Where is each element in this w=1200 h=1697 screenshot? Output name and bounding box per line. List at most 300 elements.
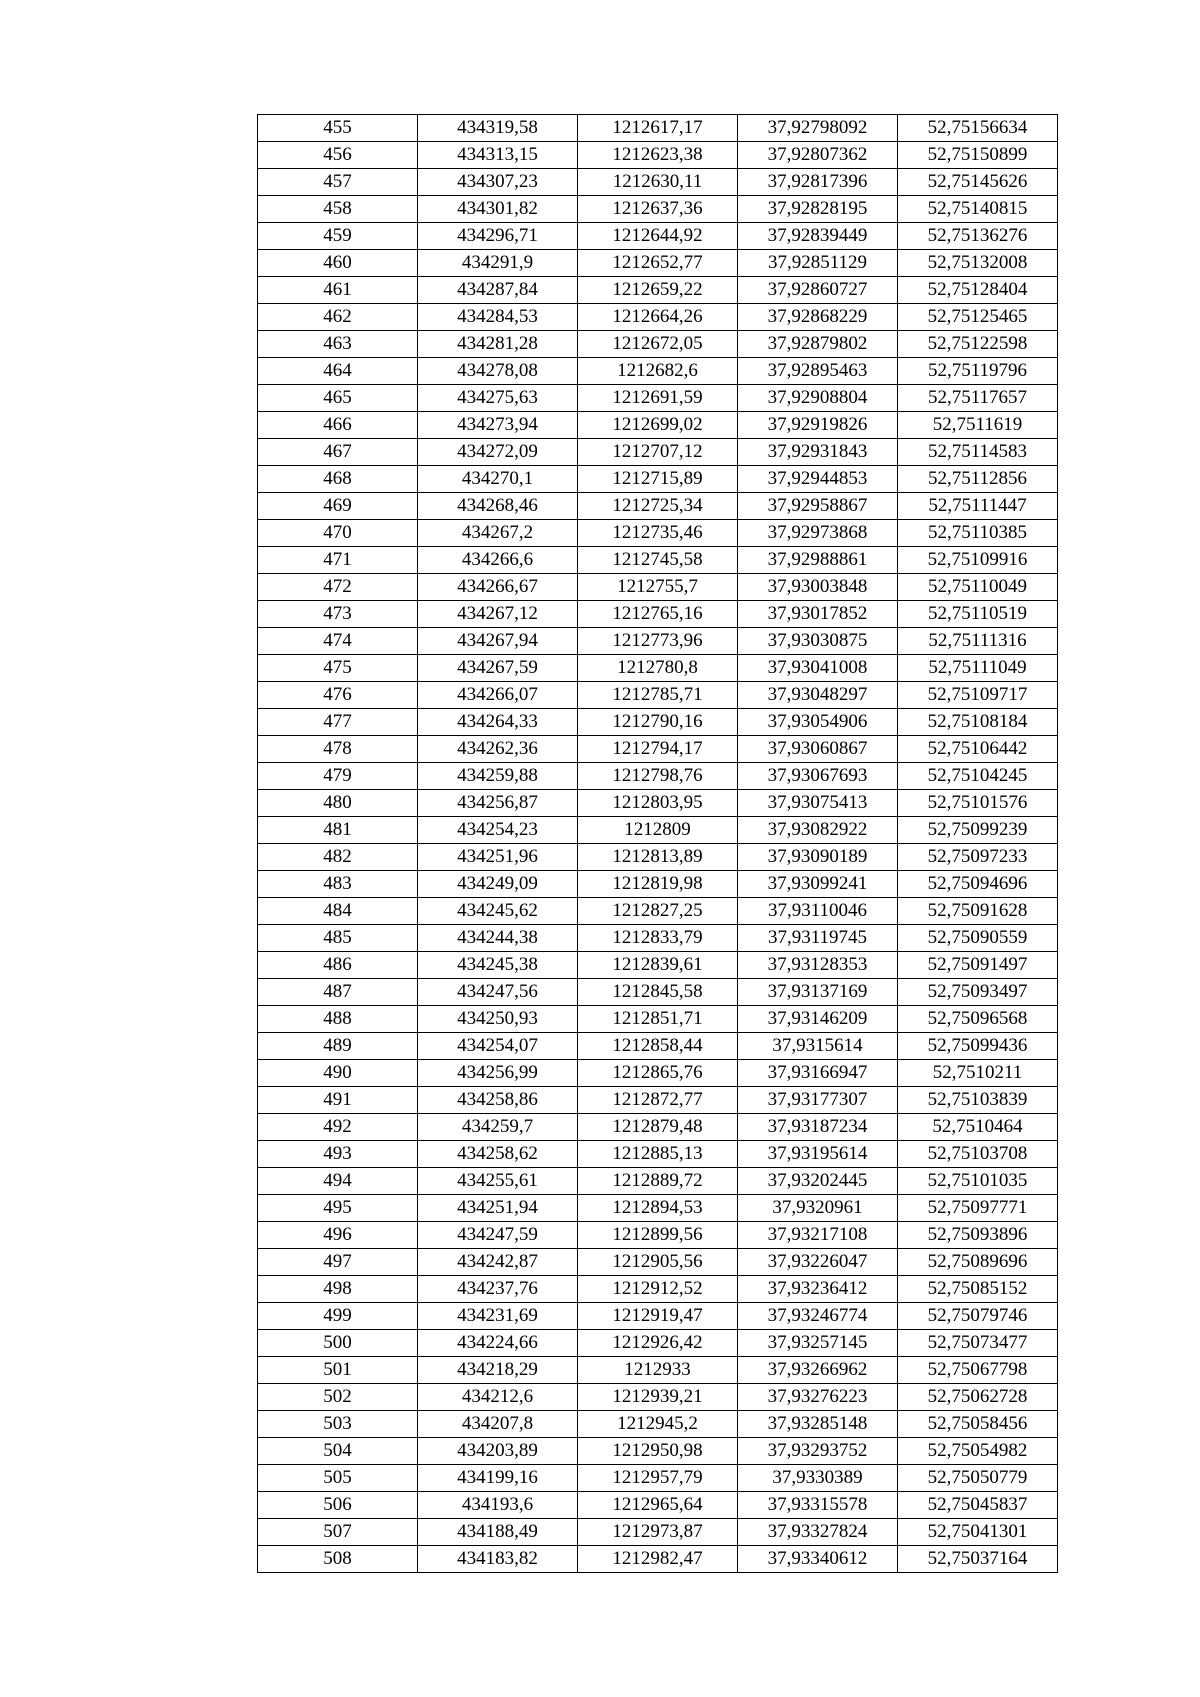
y-coordinate-cell: 1212965,64 <box>578 1492 738 1519</box>
point-number-cell: 480 <box>258 790 418 817</box>
y-coordinate-cell: 1212813,89 <box>578 844 738 871</box>
table-row <box>258 1492 1058 1519</box>
latitude-cell: 52,7510211 <box>898 1060 1058 1087</box>
latitude-cell: 52,75117657 <box>898 385 1058 412</box>
coordinates-table <box>257 114 1058 1573</box>
point-number-cell: 482 <box>258 844 418 871</box>
x-coordinate-cell: 434256,87 <box>418 790 578 817</box>
latitude-cell: 52,75073477 <box>898 1330 1058 1357</box>
longitude-cell: 37,93276223 <box>738 1384 898 1411</box>
longitude-cell: 37,92798092 <box>738 115 898 142</box>
point-number-cell: 490 <box>258 1060 418 1087</box>
table-row <box>258 979 1058 1006</box>
y-coordinate-cell: 1212691,59 <box>578 385 738 412</box>
y-coordinate-cell: 1212773,96 <box>578 628 738 655</box>
point-number-cell: 487 <box>258 979 418 1006</box>
point-number-cell: 497 <box>258 1249 418 1276</box>
latitude-cell: 52,75101035 <box>898 1168 1058 1195</box>
latitude-cell: 52,75094696 <box>898 871 1058 898</box>
longitude-cell: 37,92807362 <box>738 142 898 169</box>
point-number-cell: 492 <box>258 1114 418 1141</box>
y-coordinate-cell: 1212905,56 <box>578 1249 738 1276</box>
longitude-cell: 37,93017852 <box>738 601 898 628</box>
x-coordinate-cell: 434212,6 <box>418 1384 578 1411</box>
longitude-cell: 37,93315578 <box>738 1492 898 1519</box>
point-number-cell: 484 <box>258 898 418 925</box>
longitude-cell: 37,93195614 <box>738 1141 898 1168</box>
table-row <box>258 1087 1058 1114</box>
y-coordinate-cell: 1212652,77 <box>578 250 738 277</box>
x-coordinate-cell: 434203,89 <box>418 1438 578 1465</box>
table-row <box>258 682 1058 709</box>
y-coordinate-cell: 1212879,48 <box>578 1114 738 1141</box>
point-number-cell: 501 <box>258 1357 418 1384</box>
point-number-cell: 456 <box>258 142 418 169</box>
x-coordinate-cell: 434262,36 <box>418 736 578 763</box>
point-number-cell: 466 <box>258 412 418 439</box>
latitude-cell: 52,75114583 <box>898 439 1058 466</box>
latitude-cell: 52,75132008 <box>898 250 1058 277</box>
y-coordinate-cell: 1212973,87 <box>578 1519 738 1546</box>
x-coordinate-cell: 434267,59 <box>418 655 578 682</box>
x-coordinate-cell: 434284,53 <box>418 304 578 331</box>
point-number-cell: 473 <box>258 601 418 628</box>
y-coordinate-cell: 1212957,79 <box>578 1465 738 1492</box>
y-coordinate-cell: 1212926,42 <box>578 1330 738 1357</box>
y-coordinate-cell: 1212803,95 <box>578 790 738 817</box>
x-coordinate-cell: 434251,94 <box>418 1195 578 1222</box>
y-coordinate-cell: 1212707,12 <box>578 439 738 466</box>
longitude-cell: 37,93226047 <box>738 1249 898 1276</box>
x-coordinate-cell: 434264,33 <box>418 709 578 736</box>
longitude-cell: 37,93067693 <box>738 763 898 790</box>
x-coordinate-cell: 434259,88 <box>418 763 578 790</box>
latitude-cell: 52,75109717 <box>898 682 1058 709</box>
longitude-cell: 37,93003848 <box>738 574 898 601</box>
point-number-cell: 459 <box>258 223 418 250</box>
latitude-cell: 52,75045837 <box>898 1492 1058 1519</box>
latitude-cell: 52,75136276 <box>898 223 1058 250</box>
latitude-cell: 52,75108184 <box>898 709 1058 736</box>
latitude-cell: 52,7511619 <box>898 412 1058 439</box>
table-row <box>258 277 1058 304</box>
point-number-cell: 457 <box>258 169 418 196</box>
x-coordinate-cell: 434254,23 <box>418 817 578 844</box>
table-row <box>258 655 1058 682</box>
table-row <box>258 412 1058 439</box>
point-number-cell: 489 <box>258 1033 418 1060</box>
table-row <box>258 898 1058 925</box>
latitude-cell: 52,75111316 <box>898 628 1058 655</box>
table-row <box>258 763 1058 790</box>
point-number-cell: 465 <box>258 385 418 412</box>
latitude-cell: 52,75110049 <box>898 574 1058 601</box>
x-coordinate-cell: 434259,7 <box>418 1114 578 1141</box>
x-coordinate-cell: 434199,16 <box>418 1465 578 1492</box>
table-row <box>258 925 1058 952</box>
table-row <box>258 628 1058 655</box>
longitude-cell: 37,93110046 <box>738 898 898 925</box>
x-coordinate-cell: 434301,82 <box>418 196 578 223</box>
latitude-cell: 52,75125465 <box>898 304 1058 331</box>
y-coordinate-cell: 1212912,52 <box>578 1276 738 1303</box>
longitude-cell: 37,93217108 <box>738 1222 898 1249</box>
x-coordinate-cell: 434247,59 <box>418 1222 578 1249</box>
longitude-cell: 37,92868229 <box>738 304 898 331</box>
point-number-cell: 486 <box>258 952 418 979</box>
point-number-cell: 469 <box>258 493 418 520</box>
y-coordinate-cell: 1212839,61 <box>578 952 738 979</box>
point-number-cell: 493 <box>258 1141 418 1168</box>
x-coordinate-cell: 434267,12 <box>418 601 578 628</box>
table-row <box>258 1303 1058 1330</box>
point-number-cell: 494 <box>258 1168 418 1195</box>
x-coordinate-cell: 434272,09 <box>418 439 578 466</box>
point-number-cell: 474 <box>258 628 418 655</box>
point-number-cell: 499 <box>258 1303 418 1330</box>
table-row <box>258 1519 1058 1546</box>
latitude-cell: 52,75089696 <box>898 1249 1058 1276</box>
x-coordinate-cell: 434296,71 <box>418 223 578 250</box>
y-coordinate-cell: 1212827,25 <box>578 898 738 925</box>
latitude-cell: 52,75122598 <box>898 331 1058 358</box>
table-row <box>258 1384 1058 1411</box>
y-coordinate-cell: 1212725,34 <box>578 493 738 520</box>
point-number-cell: 503 <box>258 1411 418 1438</box>
x-coordinate-cell: 434224,66 <box>418 1330 578 1357</box>
x-coordinate-cell: 434266,67 <box>418 574 578 601</box>
y-coordinate-cell: 1212637,36 <box>578 196 738 223</box>
table-row <box>258 304 1058 331</box>
longitude-cell: 37,93119745 <box>738 925 898 952</box>
longitude-cell: 37,92944853 <box>738 466 898 493</box>
x-coordinate-cell: 434266,07 <box>418 682 578 709</box>
table-row <box>258 169 1058 196</box>
table-row <box>258 709 1058 736</box>
x-coordinate-cell: 434251,96 <box>418 844 578 871</box>
table-row <box>258 1249 1058 1276</box>
coordinates-table-body <box>258 115 1058 1573</box>
longitude-cell: 37,92851129 <box>738 250 898 277</box>
latitude-cell: 52,75119796 <box>898 358 1058 385</box>
table-row <box>258 1195 1058 1222</box>
x-coordinate-cell: 434245,38 <box>418 952 578 979</box>
y-coordinate-cell: 1212950,98 <box>578 1438 738 1465</box>
table-row <box>258 1546 1058 1573</box>
longitude-cell: 37,9315614 <box>738 1033 898 1060</box>
latitude-cell: 52,75103708 <box>898 1141 1058 1168</box>
latitude-cell: 52,75101576 <box>898 790 1058 817</box>
point-number-cell: 475 <box>258 655 418 682</box>
latitude-cell: 52,75050779 <box>898 1465 1058 1492</box>
point-number-cell: 483 <box>258 871 418 898</box>
x-coordinate-cell: 434275,63 <box>418 385 578 412</box>
latitude-cell: 52,75156634 <box>898 115 1058 142</box>
longitude-cell: 37,93327824 <box>738 1519 898 1546</box>
point-number-cell: 479 <box>258 763 418 790</box>
y-coordinate-cell: 1212851,71 <box>578 1006 738 1033</box>
point-number-cell: 495 <box>258 1195 418 1222</box>
table-row <box>258 844 1058 871</box>
x-coordinate-cell: 434188,49 <box>418 1519 578 1546</box>
y-coordinate-cell: 1212894,53 <box>578 1195 738 1222</box>
y-coordinate-cell: 1212664,26 <box>578 304 738 331</box>
latitude-cell: 52,75140815 <box>898 196 1058 223</box>
y-coordinate-cell: 1212765,16 <box>578 601 738 628</box>
point-number-cell: 462 <box>258 304 418 331</box>
y-coordinate-cell: 1212899,56 <box>578 1222 738 1249</box>
table-row <box>258 952 1058 979</box>
point-number-cell: 481 <box>258 817 418 844</box>
y-coordinate-cell: 1212982,47 <box>578 1546 738 1573</box>
point-number-cell: 470 <box>258 520 418 547</box>
x-coordinate-cell: 434281,28 <box>418 331 578 358</box>
table-row <box>258 142 1058 169</box>
longitude-cell: 37,92988861 <box>738 547 898 574</box>
y-coordinate-cell: 1212889,72 <box>578 1168 738 1195</box>
y-coordinate-cell: 1212885,13 <box>578 1141 738 1168</box>
point-number-cell: 491 <box>258 1087 418 1114</box>
table-row <box>258 223 1058 250</box>
latitude-cell: 52,75093497 <box>898 979 1058 1006</box>
y-coordinate-cell: 1212833,79 <box>578 925 738 952</box>
table-row <box>258 1465 1058 1492</box>
latitude-cell: 52,75111447 <box>898 493 1058 520</box>
y-coordinate-cell: 1212872,77 <box>578 1087 738 1114</box>
longitude-cell: 37,93187234 <box>738 1114 898 1141</box>
table-row <box>258 1411 1058 1438</box>
y-coordinate-cell: 1212780,8 <box>578 655 738 682</box>
longitude-cell: 37,93090189 <box>738 844 898 871</box>
point-number-cell: 504 <box>258 1438 418 1465</box>
y-coordinate-cell: 1212798,76 <box>578 763 738 790</box>
x-coordinate-cell: 434307,23 <box>418 169 578 196</box>
point-number-cell: 506 <box>258 1492 418 1519</box>
point-number-cell: 455 <box>258 115 418 142</box>
x-coordinate-cell: 434273,94 <box>418 412 578 439</box>
latitude-cell: 52,75145626 <box>898 169 1058 196</box>
latitude-cell: 52,75041301 <box>898 1519 1058 1546</box>
table-row <box>258 439 1058 466</box>
latitude-cell: 52,75054982 <box>898 1438 1058 1465</box>
x-coordinate-cell: 434291,9 <box>418 250 578 277</box>
point-number-cell: 472 <box>258 574 418 601</box>
table-row <box>258 1114 1058 1141</box>
longitude-cell: 37,92908804 <box>738 385 898 412</box>
point-number-cell: 485 <box>258 925 418 952</box>
x-coordinate-cell: 434218,29 <box>418 1357 578 1384</box>
latitude-cell: 52,75096568 <box>898 1006 1058 1033</box>
latitude-cell: 52,75067798 <box>898 1357 1058 1384</box>
longitude-cell: 37,92895463 <box>738 358 898 385</box>
table-row <box>258 1006 1058 1033</box>
x-coordinate-cell: 434258,86 <box>418 1087 578 1114</box>
x-coordinate-cell: 434256,99 <box>418 1060 578 1087</box>
table-row <box>258 871 1058 898</box>
latitude-cell: 52,75085152 <box>898 1276 1058 1303</box>
y-coordinate-cell: 1212858,44 <box>578 1033 738 1060</box>
y-coordinate-cell: 1212623,38 <box>578 142 738 169</box>
x-coordinate-cell: 434255,61 <box>418 1168 578 1195</box>
x-coordinate-cell: 434231,69 <box>418 1303 578 1330</box>
point-number-cell: 498 <box>258 1276 418 1303</box>
longitude-cell: 37,93246774 <box>738 1303 898 1330</box>
y-coordinate-cell: 1212699,02 <box>578 412 738 439</box>
latitude-cell: 52,75093896 <box>898 1222 1058 1249</box>
latitude-cell: 52,75097233 <box>898 844 1058 871</box>
latitude-cell: 52,75091628 <box>898 898 1058 925</box>
longitude-cell: 37,93054906 <box>738 709 898 736</box>
y-coordinate-cell: 1212845,58 <box>578 979 738 1006</box>
x-coordinate-cell: 434270,1 <box>418 466 578 493</box>
table-row <box>258 358 1058 385</box>
longitude-cell: 37,93146209 <box>738 1006 898 1033</box>
x-coordinate-cell: 434319,58 <box>418 115 578 142</box>
longitude-cell: 37,92839449 <box>738 223 898 250</box>
longitude-cell: 37,92931843 <box>738 439 898 466</box>
latitude-cell: 52,75090559 <box>898 925 1058 952</box>
longitude-cell: 37,93177307 <box>738 1087 898 1114</box>
point-number-cell: 461 <box>258 277 418 304</box>
y-coordinate-cell: 1212794,17 <box>578 736 738 763</box>
y-coordinate-cell: 1212945,2 <box>578 1411 738 1438</box>
point-number-cell: 471 <box>258 547 418 574</box>
x-coordinate-cell: 434258,62 <box>418 1141 578 1168</box>
table-row <box>258 574 1058 601</box>
longitude-cell: 37,9320961 <box>738 1195 898 1222</box>
longitude-cell: 37,93082922 <box>738 817 898 844</box>
y-coordinate-cell: 1212919,47 <box>578 1303 738 1330</box>
y-coordinate-cell: 1212659,22 <box>578 277 738 304</box>
longitude-cell: 37,92919826 <box>738 412 898 439</box>
table-row <box>258 520 1058 547</box>
longitude-cell: 37,93293752 <box>738 1438 898 1465</box>
table-row <box>258 1438 1058 1465</box>
latitude-cell: 52,75104245 <box>898 763 1058 790</box>
latitude-cell: 52,75110519 <box>898 601 1058 628</box>
x-coordinate-cell: 434266,6 <box>418 547 578 574</box>
table-row <box>258 1276 1058 1303</box>
point-number-cell: 496 <box>258 1222 418 1249</box>
x-coordinate-cell: 434267,94 <box>418 628 578 655</box>
y-coordinate-cell: 1212790,16 <box>578 709 738 736</box>
point-number-cell: 463 <box>258 331 418 358</box>
point-number-cell: 478 <box>258 736 418 763</box>
table-row <box>258 1222 1058 1249</box>
y-coordinate-cell: 1212755,7 <box>578 574 738 601</box>
y-coordinate-cell: 1212682,6 <box>578 358 738 385</box>
longitude-cell: 37,93060867 <box>738 736 898 763</box>
latitude-cell: 52,75106442 <box>898 736 1058 763</box>
x-coordinate-cell: 434249,09 <box>418 871 578 898</box>
latitude-cell: 52,75099436 <box>898 1033 1058 1060</box>
x-coordinate-cell: 434245,62 <box>418 898 578 925</box>
y-coordinate-cell: 1212809 <box>578 817 738 844</box>
latitude-cell: 52,75079746 <box>898 1303 1058 1330</box>
y-coordinate-cell: 1212785,71 <box>578 682 738 709</box>
longitude-cell: 37,93202445 <box>738 1168 898 1195</box>
table-row <box>258 493 1058 520</box>
point-number-cell: 507 <box>258 1519 418 1546</box>
point-number-cell: 502 <box>258 1384 418 1411</box>
x-coordinate-cell: 434250,93 <box>418 1006 578 1033</box>
longitude-cell: 37,93075413 <box>738 790 898 817</box>
longitude-cell: 37,93041008 <box>738 655 898 682</box>
latitude-cell: 52,75097771 <box>898 1195 1058 1222</box>
longitude-cell: 37,93285148 <box>738 1411 898 1438</box>
latitude-cell: 52,75103839 <box>898 1087 1058 1114</box>
point-number-cell: 477 <box>258 709 418 736</box>
latitude-cell: 52,75109916 <box>898 547 1058 574</box>
table-row <box>258 115 1058 142</box>
longitude-cell: 37,93236412 <box>738 1276 898 1303</box>
table-row <box>258 1060 1058 1087</box>
x-coordinate-cell: 434237,76 <box>418 1276 578 1303</box>
table-row <box>258 790 1058 817</box>
latitude-cell: 52,75058456 <box>898 1411 1058 1438</box>
latitude-cell: 52,75112856 <box>898 466 1058 493</box>
longitude-cell: 37,93030875 <box>738 628 898 655</box>
point-number-cell: 464 <box>258 358 418 385</box>
point-number-cell: 500 <box>258 1330 418 1357</box>
y-coordinate-cell: 1212865,76 <box>578 1060 738 1087</box>
table-row <box>258 1357 1058 1384</box>
table-row <box>258 736 1058 763</box>
latitude-cell: 52,75150899 <box>898 142 1058 169</box>
table-row <box>258 196 1058 223</box>
table-row <box>258 547 1058 574</box>
y-coordinate-cell: 1212819,98 <box>578 871 738 898</box>
longitude-cell: 37,93340612 <box>738 1546 898 1573</box>
latitude-cell: 52,75091497 <box>898 952 1058 979</box>
x-coordinate-cell: 434247,56 <box>418 979 578 1006</box>
y-coordinate-cell: 1212715,89 <box>578 466 738 493</box>
latitude-cell: 52,75128404 <box>898 277 1058 304</box>
point-number-cell: 488 <box>258 1006 418 1033</box>
x-coordinate-cell: 434254,07 <box>418 1033 578 1060</box>
table-row <box>258 817 1058 844</box>
y-coordinate-cell: 1212735,46 <box>578 520 738 547</box>
y-coordinate-cell: 1212617,17 <box>578 115 738 142</box>
point-number-cell: 476 <box>258 682 418 709</box>
longitude-cell: 37,93257145 <box>738 1330 898 1357</box>
point-number-cell: 508 <box>258 1546 418 1573</box>
longitude-cell: 37,93099241 <box>738 871 898 898</box>
table-row <box>258 466 1058 493</box>
x-coordinate-cell: 434268,46 <box>418 493 578 520</box>
table-row <box>258 1330 1058 1357</box>
x-coordinate-cell: 434313,15 <box>418 142 578 169</box>
x-coordinate-cell: 434183,82 <box>418 1546 578 1573</box>
y-coordinate-cell: 1212644,92 <box>578 223 738 250</box>
y-coordinate-cell: 1212672,05 <box>578 331 738 358</box>
x-coordinate-cell: 434267,2 <box>418 520 578 547</box>
point-number-cell: 467 <box>258 439 418 466</box>
longitude-cell: 37,93166947 <box>738 1060 898 1087</box>
latitude-cell: 52,75110385 <box>898 520 1058 547</box>
longitude-cell: 37,92973868 <box>738 520 898 547</box>
x-coordinate-cell: 434278,08 <box>418 358 578 385</box>
latitude-cell: 52,7510464 <box>898 1114 1058 1141</box>
y-coordinate-cell: 1212745,58 <box>578 547 738 574</box>
y-coordinate-cell: 1212939,21 <box>578 1384 738 1411</box>
longitude-cell: 37,92817396 <box>738 169 898 196</box>
x-coordinate-cell: 434193,6 <box>418 1492 578 1519</box>
y-coordinate-cell: 1212630,11 <box>578 169 738 196</box>
x-coordinate-cell: 434242,87 <box>418 1249 578 1276</box>
longitude-cell: 37,92828195 <box>738 196 898 223</box>
longitude-cell: 37,9330389 <box>738 1465 898 1492</box>
